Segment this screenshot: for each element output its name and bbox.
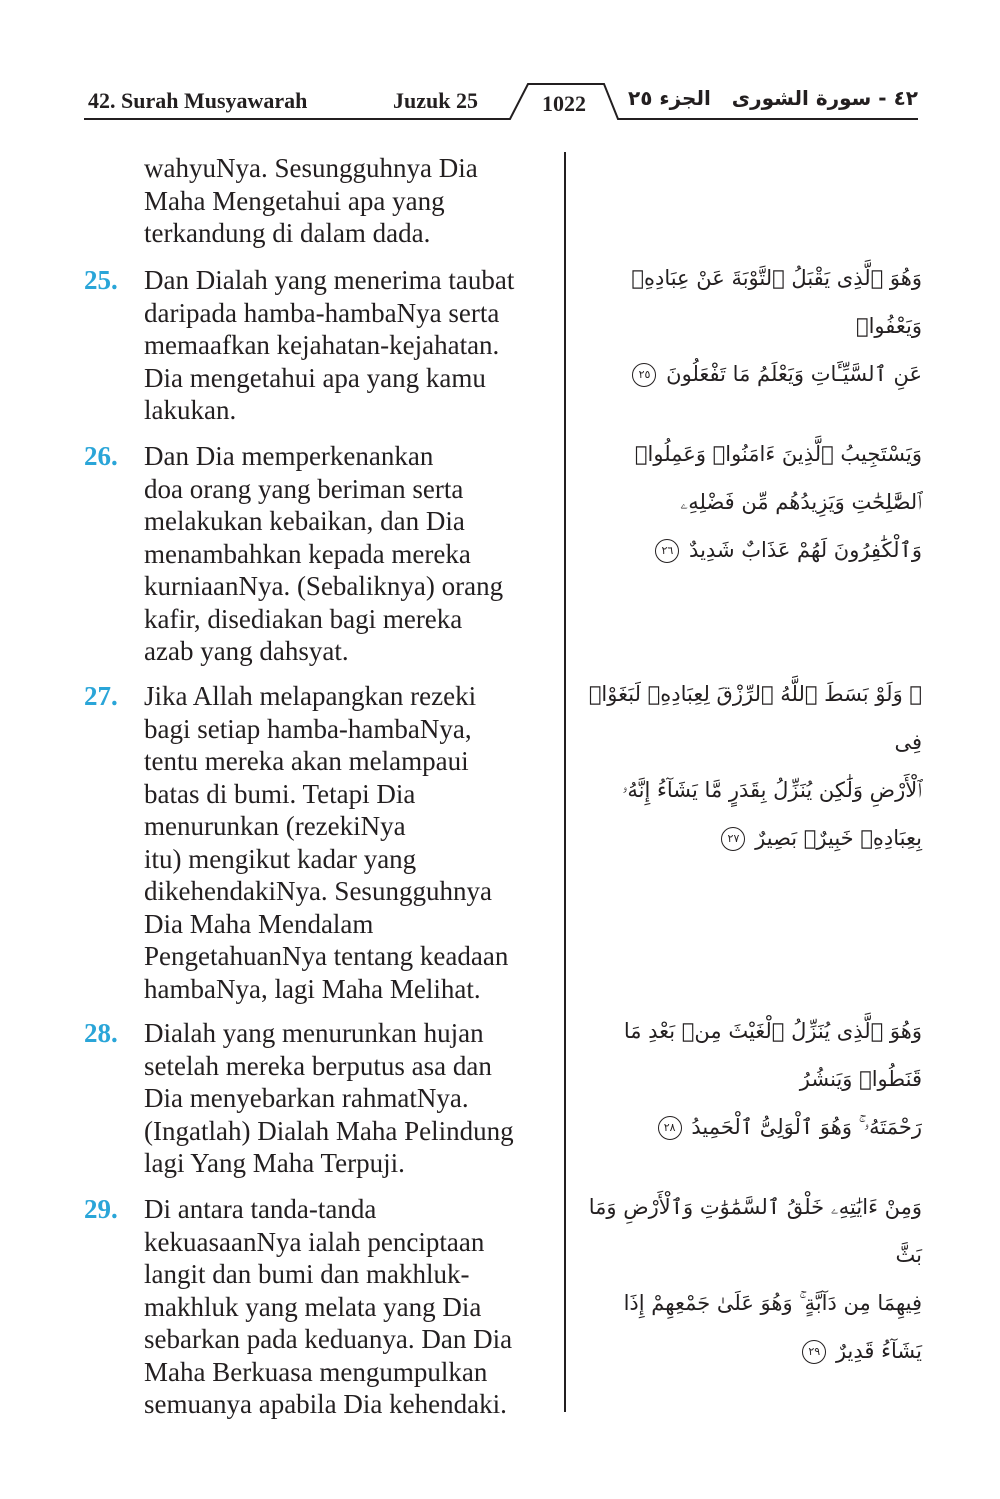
juz-label-arabic: الجزء ٢٥ xyxy=(628,86,711,110)
column-divider xyxy=(564,152,566,1412)
arabic-text: وَهُوَ ٱلَّذِى يُنَزِّلُ ٱلْغَيْثَ مِنۢ بَعْدِ مَا قَنَطُوا۟ وَيَنشُرُ رَحْمَتَهُۥ ۚ وَهُوَ ٱلْوَلِىُّ ٱلْحَمِيدُ xyxy=(623,1019,922,1139)
translation-text: Jika Allah melapangkan rezeki bagi setiap hamba-hambaNya, tentu mereka akan melampaui batas di bumi. Tetapi Dia menurunkan (rezekiNya itu) mengikut kadar yang dikehendakiNya. Sesungguhnya Dia Maha Mendalam PengetahuanNya tentang keadaan hambaNya, lagi Maha Melihat. xyxy=(144,681,509,1004)
surah-title-latin: 42. Surah Musyawarah xyxy=(88,88,308,113)
translation-text: Dialah yang menurunkan hujan setelah mereka berputus asa dan Dia menyebarkan rahmatNya. (Ingatlah) Dialah Maha Pelindung lagi Yang Maha Terpuji. xyxy=(144,1018,514,1178)
arabic-text: وَمِنْ ءَايَٰتِهِۦ خَلْقُ ٱلسَّمَٰوَٰتِ وَٱلْأَرْضِ وَمَا بَثَّ فِيهِمَا مِن دَآبَّةٍ ۚ وَهُوَ عَلَىٰ جَمْعِهِمْ إِذَا يَشَآءُ قَدِيرٌ xyxy=(588,1195,922,1363)
arabic-verse xyxy=(580,670,922,862)
arabic-verse xyxy=(580,1183,922,1375)
verse-number: 27. xyxy=(84,681,118,711)
translation-text: Dan Dia memperkenankan doa orang yang beriman serta melakukan kebaikan, dan Dia menambahkan kepada mereka kurniaanNya. (Sebaliknya) orang kafir, disediakan bagi mereka azab yang dahsyat. xyxy=(144,441,504,666)
arabic-verse xyxy=(580,254,922,398)
ayah-end-marker: ٢٧ xyxy=(721,827,745,851)
arabic-text: وَهُوَ ٱلَّذِى يَقْبَلُ ٱلتَّوْبَةَ عَنْ عِبَادِهِۦ وَيَعْفُوا۟ عَنِ ٱلسَّيِّـَٔاتِ وَيَعْلَمُ مَا تَفْعَلُونَ xyxy=(631,266,922,386)
header-rule xyxy=(0,0,1000,130)
page-number: 1022 xyxy=(542,91,586,116)
juzuk-label-latin: Juzuk 25 xyxy=(393,88,478,113)
arabic-verse xyxy=(580,1007,922,1151)
translation-text: wahyuNya. Sesungguhnya Dia Maha Mengetahui apa yang terkandung di dalam dada. xyxy=(144,153,478,248)
page-header xyxy=(0,0,1000,130)
arabic-text: ۞ وَلَوْ بَسَطَ ٱللَّهُ ٱلرِّزْقَ لِعِبَادِهِۦ لَبَغَوْا۟ فِى ٱلْأَرْضِ وَلَٰكِن يُنَزِّلُ بِقَدَرٍ مَّا يَشَآءُ إِنَّهُۥ بِعِبَادِهِۦ خَبِيرٌۢ بَصِيرٌ xyxy=(588,682,922,850)
verse-number: 28. xyxy=(84,1018,118,1048)
ayah-end-marker: ٢٩ xyxy=(802,1340,826,1364)
ayah-end-marker: ٢٥ xyxy=(632,363,656,387)
ayah-end-marker: ٢٦ xyxy=(655,539,679,563)
verse-number: 25. xyxy=(84,265,118,295)
translation-text: Dan Dialah yang menerima taubat daripada hamba-hambaNya serta memaafkan kejahatan-kejahatan. Dia mengetahui apa yang kamu lakukan. xyxy=(144,265,515,425)
surah-title-arabic: ٤٢ - سورة الشورى xyxy=(731,86,918,110)
verse-number: 29. xyxy=(84,1194,118,1224)
verse-number: 26. xyxy=(84,441,118,471)
arabic-verse xyxy=(580,430,922,574)
translation-text: Di antara tanda-tanda kekuasaanNya ialah penciptaan langit dan bumi dan makhluk- makhluk yang melata yang Dia sebarkan pada keduanya. Dan Dia Maha Berkuasa mengumpulkan semuanya apabila Dia kehendaki. xyxy=(144,1194,513,1419)
ayah-end-marker: ٢٨ xyxy=(658,1116,682,1140)
arabic-text: وَيَسْتَجِيبُ ٱلَّذِينَ ءَامَنُوا۟ وَعَمِلُوا۟ ٱلصَّٰلِحَٰتِ وَيَزِيدُهُم مِّن فَضْلِهِۦ وَٱلْكَٰفِرُونَ لَهُمْ عَذَابٌ شَدِيدٌ xyxy=(634,442,922,562)
